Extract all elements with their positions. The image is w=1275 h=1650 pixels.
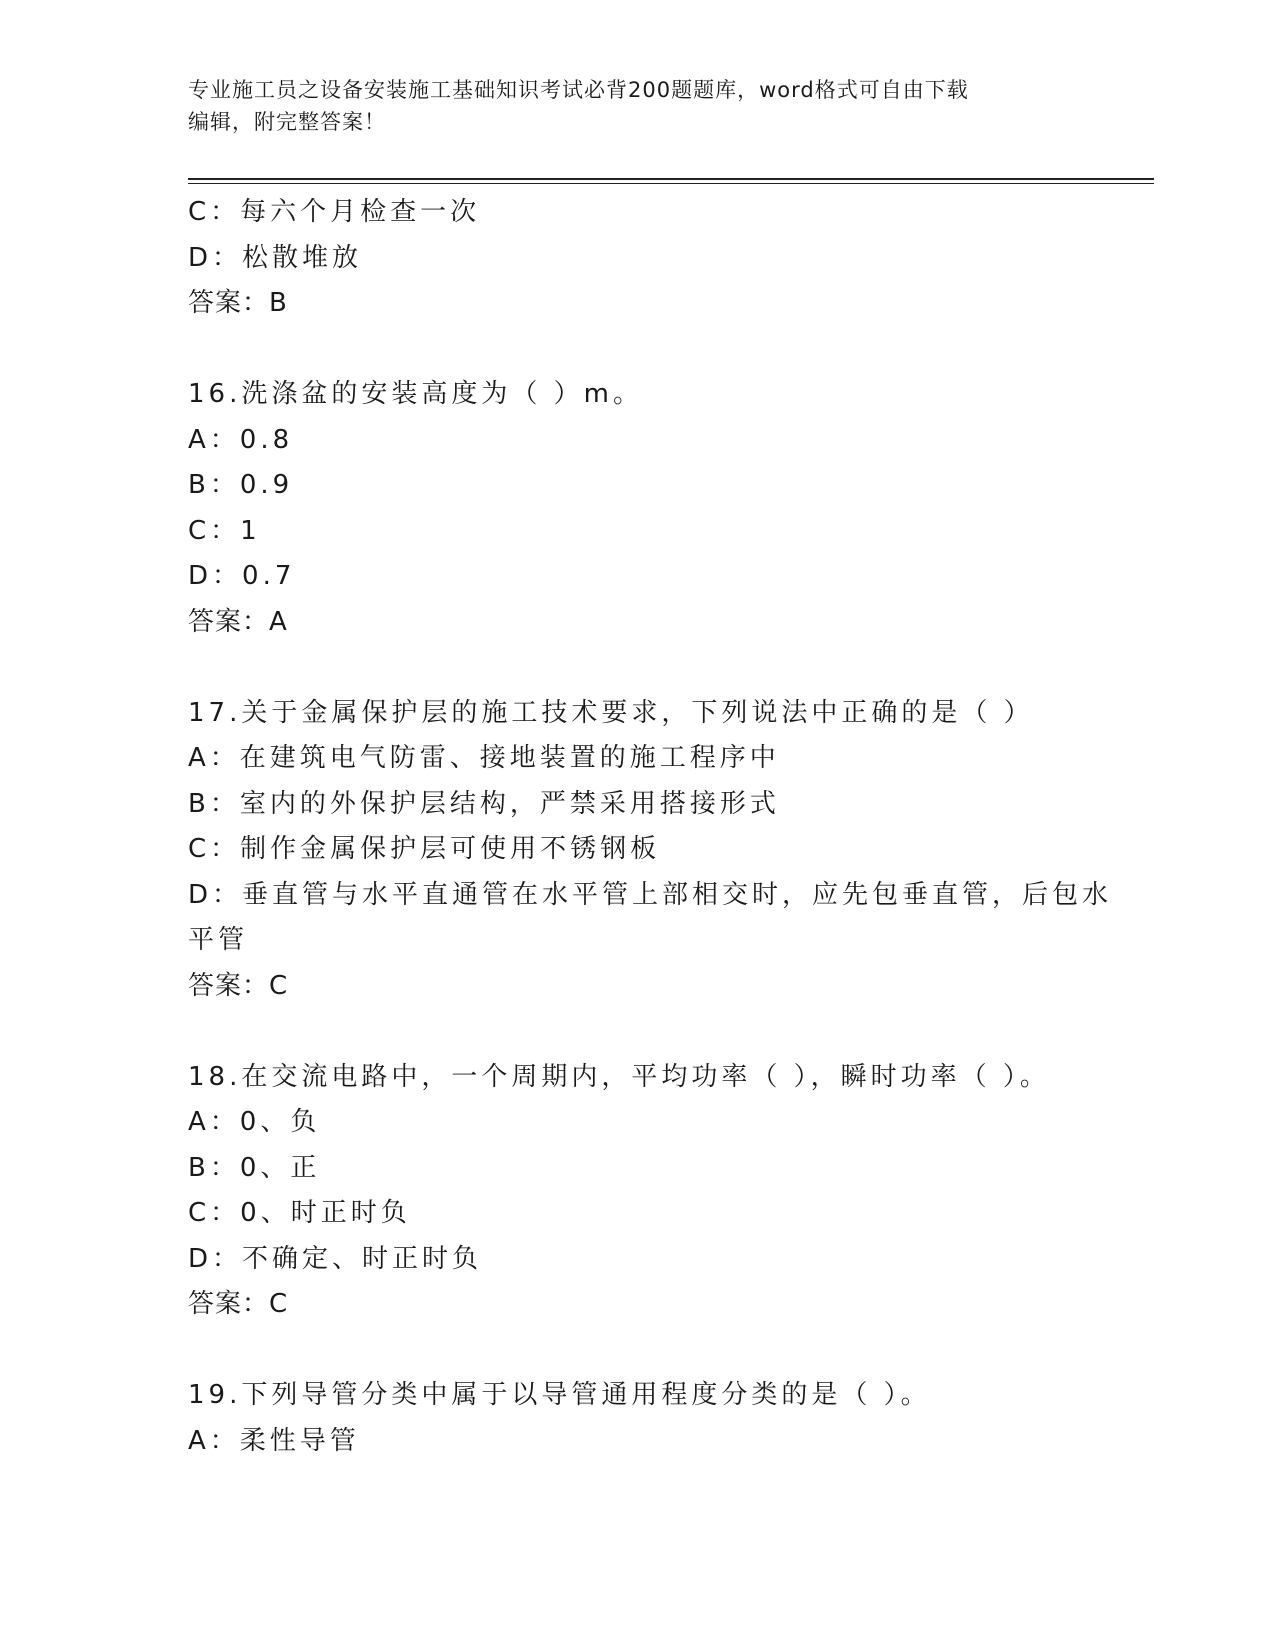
answer-line: 答案：A bbox=[188, 606, 288, 637]
question-line: D：0.7 bbox=[188, 561, 296, 591]
question-line: B：室内的外保护层结构，严禁采用搭接形式 bbox=[188, 788, 780, 819]
question-list bbox=[188, 190, 1113, 1464]
question-line: A：在建筑电气防雷、接地装置的施工程序中 bbox=[188, 743, 780, 773]
question-line: B：0.9 bbox=[188, 470, 294, 500]
question-line: 18.在交流电路中，一个周期内，平均功率（ ），瞬时功率（ ）。 bbox=[188, 1061, 1050, 1092]
question-line: C：1 bbox=[188, 515, 261, 546]
question-line: 19.下列导管分类中属于以导管通用程度分类的是（ ）。 bbox=[188, 1380, 931, 1410]
question-line: 16.洗涤盆的安装高度为（ ）m。 bbox=[188, 379, 643, 409]
question-line: C：制作金属保护层可使用不锈钢板 bbox=[188, 834, 661, 864]
question-line: D：垂直管与水平直通管在水平管上部相交时，应先包垂直管，后包水 bbox=[188, 879, 1113, 910]
header-rule-thin bbox=[188, 183, 1154, 184]
answer-line: 答案：C bbox=[188, 1289, 289, 1319]
question-line: A：0、负 bbox=[188, 1107, 321, 1137]
question-line: C：每六个月检查一次 bbox=[188, 197, 481, 227]
answer-line: 答案：B bbox=[188, 288, 288, 318]
question-line: 平管 bbox=[188, 925, 249, 955]
question-line: B：0、正 bbox=[188, 1152, 321, 1183]
question-spacer bbox=[188, 327, 1088, 373]
header-line-2: 编辑，附完整答案！ bbox=[188, 110, 386, 134]
question-line: D：松散堆放 bbox=[188, 242, 363, 273]
question-line: A：柔性导管 bbox=[188, 1425, 360, 1456]
question-line: C：0、时正时负 bbox=[188, 1198, 411, 1228]
document-header bbox=[188, 74, 1088, 138]
question-spacer bbox=[188, 1328, 1088, 1374]
question-spacer bbox=[188, 1009, 1088, 1055]
question-line: A：0.8 bbox=[188, 424, 294, 455]
answer-line: 答案：C bbox=[188, 970, 289, 1001]
header-line-1: 专业施工员之设备安装施工基础知识考试必背200题题库，word格式可自由下载 bbox=[188, 78, 969, 102]
question-spacer bbox=[188, 645, 1088, 691]
question-line: D：不确定、时正时负 bbox=[188, 1243, 483, 1274]
header-rule-thick bbox=[188, 178, 1154, 180]
question-line: 17.关于金属保护层的施工技术要求，下列说法中正确的是（ ） bbox=[188, 697, 1034, 728]
